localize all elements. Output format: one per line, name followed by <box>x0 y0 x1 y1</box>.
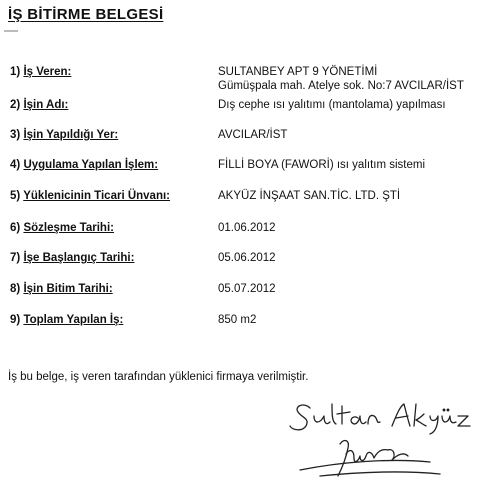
field-number: 8) <box>10 283 21 295</box>
field-value: AKYÜZ İNŞAAT SAN.TİC. LTD. ŞTİ <box>218 190 401 202</box>
field-value: FİLLİ BOYA (FAWORİ) ısı yalıtım sistemi <box>218 159 426 171</box>
field-number: 9) <box>10 314 21 326</box>
field-value: 05.07.2012 <box>218 283 276 295</box>
field-label <box>10 66 71 78</box>
field-label <box>10 222 114 234</box>
field-row <box>0 222 480 242</box>
field-label-text: Uygulama Yapılan İşlem: <box>23 159 159 171</box>
field-label <box>10 314 123 326</box>
field-label <box>10 190 170 202</box>
field-row <box>0 99 480 119</box>
field-row <box>0 252 480 272</box>
field-number: 2) <box>10 99 21 111</box>
field-label-text: Sözleşme Tarihi: <box>23 222 114 234</box>
field-number: 5) <box>10 190 21 202</box>
field-number: 4) <box>10 159 21 171</box>
field-number: 1) <box>10 66 21 78</box>
field-label-text: Toplam Yapılan İş: <box>23 314 124 326</box>
field-label-text: İşin Yapıldığı Yer: <box>23 129 119 141</box>
field-row <box>0 283 480 303</box>
field-label <box>10 283 113 295</box>
field-value: Dış cephe ısı yalıtımı (mantolama) yapılması <box>218 99 446 111</box>
field-number: 7) <box>10 252 21 264</box>
field-number: 3) <box>10 129 21 141</box>
field-label-text: İşin Adı: <box>23 99 69 111</box>
field-value: 01.06.2012 <box>218 222 276 234</box>
document-title: İŞ BİTİRME BELGESİ <box>8 6 164 23</box>
field-label-text: Yüklenicinin Ticari Ünvanı: <box>23 190 171 202</box>
field-value: AVCILAR/İST <box>218 129 288 141</box>
field-label <box>10 252 134 264</box>
field-label <box>10 99 68 111</box>
field-label <box>10 159 158 171</box>
field-label-text: İş Veren: <box>23 66 72 78</box>
field-row <box>0 66 480 92</box>
field-value-address: Gümüşpala mah. Atelye sok. No:7 AVCILAR/İST <box>218 80 464 92</box>
field-row <box>0 190 480 210</box>
field-label-text: İşin Bitim Tarihi: <box>23 283 113 295</box>
field-row <box>0 314 480 334</box>
handwritten-signature <box>280 396 476 488</box>
field-label <box>10 129 118 141</box>
field-value: 05.06.2012 <box>218 252 276 264</box>
field-label-text: İşe Başlangıç Tarihi: <box>23 252 135 264</box>
field-row <box>0 159 480 179</box>
issuance-statement: İş bu belge, iş veren tarafından yüklenici firmaya verilmiştir. <box>8 371 309 383</box>
field-value: 850 m2 <box>218 314 257 326</box>
margin-mark <box>4 30 18 32</box>
field-row <box>0 129 480 149</box>
field-number: 6) <box>10 222 21 234</box>
field-value: SULTANBEY APT 9 YÖNETİMİ <box>218 66 378 78</box>
